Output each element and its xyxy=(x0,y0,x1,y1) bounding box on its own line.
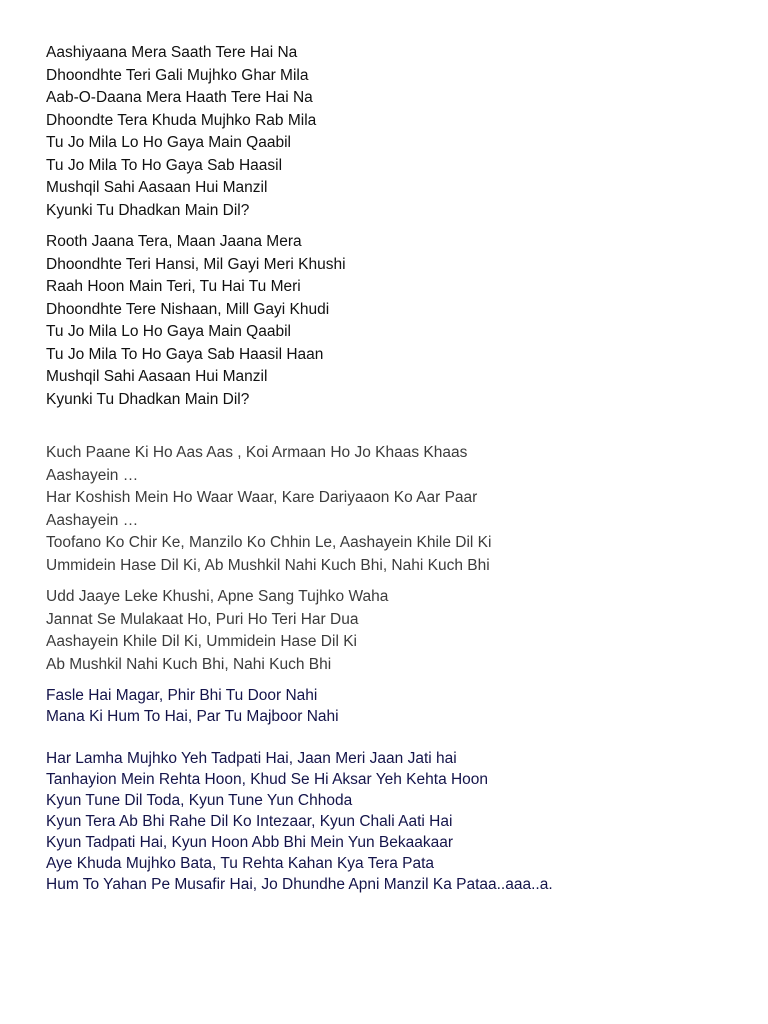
stanza-6 xyxy=(46,748,768,895)
stanza-4 xyxy=(46,586,768,676)
lyric-line: Hum To Yahan Pe Musafir Hai, Jo Dhundhe Apni Manzil Ka Pataa..aaa..a. xyxy=(46,876,553,893)
lyric-line: Tu Jo Mila To Ho Gaya Sab Haasil xyxy=(46,156,283,174)
lyric-line: Aashayein Khile Dil Ki, Ummidein Hase Dil Ki xyxy=(46,633,357,650)
lyric-line: Jannat Se Mulakaat Ho, Puri Ho Teri Har Dua xyxy=(46,610,359,628)
lyric-line: Fasle Hai Magar, Phir Bhi Tu Door Nahi xyxy=(46,687,318,704)
lyric-line: Har Koshish Mein Ho Waar Waar, Kare Dariyaaon Ko Aar Paar xyxy=(46,489,478,506)
lyric-line: Kyun Tune Dil Toda, Kyun Tune Yun Chhoda xyxy=(46,792,353,809)
lyric-line: Raah Hoon Main Teri, Tu Hai Tu Meri xyxy=(46,278,301,295)
lyric-line: Mushqil Sahi Aasaan Hui Manzil xyxy=(46,179,268,196)
lyric-line: Aashayein … xyxy=(46,466,139,484)
stanza-3 xyxy=(46,442,768,577)
lyric-line: Ummidein Hase Dil Ki, Ab Mushkil Nahi Kuch Bhi, Nahi Kuch Bhi xyxy=(46,556,490,574)
lyric-line: Tu Jo Mila Lo Ho Gaya Main Qaabil xyxy=(46,134,291,151)
lyric-line: Toofano Ko Chir Ke, Manzilo Ko Chhin Le, Aashayein Khile Dil Ki xyxy=(46,534,492,551)
lyric-line: Mushqil Sahi Aasaan Hui Manzil xyxy=(46,368,268,385)
lyric-line: Aab-O-Daana Mera Haath Tere Hai Na xyxy=(46,89,313,106)
lyric-line: Dhoondhte Tere Nishaan, Mill Gayi Khudi xyxy=(46,300,330,318)
lyric-line: Tanhayion Mein Rehta Hoon, Khud Se Hi Aksar Yeh Kehta Hoon xyxy=(46,771,489,788)
lyric-line: Kyun Tera Ab Bhi Rahe Dil Ko Intezaar, Kyun Chali Aati Hai xyxy=(46,813,453,830)
lyric-line: Har Lamha Mujhko Yeh Tadpati Hai, Jaan Meri Jaan Jati hai xyxy=(46,750,457,767)
lyric-line: Aashiyaana Mera Saath Tere Hai Na xyxy=(46,44,298,61)
lyric-line: Tu Jo Mila Lo Ho Gaya Main Qaabil xyxy=(46,323,291,340)
lyric-line: Aashayein … xyxy=(46,511,139,529)
lyric-line: Udd Jaaye Leke Khushi, Apne Sang Tujhko Waha xyxy=(46,588,389,605)
lyric-line: Kuch Paane Ki Ho Aas Aas , Koi Armaan Ho Jo Khaas Khaas xyxy=(46,444,468,461)
lyric-line: Mana Ki Hum To Hai, Par Tu Majboor Nahi xyxy=(46,708,339,725)
lyric-line: Aye Khuda Mujhko Bata, Tu Rehta Kahan Kya Tera Pata xyxy=(46,855,435,872)
lyric-line: Rooth Jaana Tera, Maan Jaana Mera xyxy=(46,233,302,250)
stanza-1 xyxy=(46,42,768,222)
lyric-line: Dhoondte Tera Khuda Mujhko Rab Mila xyxy=(46,111,317,129)
lyric-line: Kyun Tadpati Hai, Kyun Hoon Abb Bhi Mein Yun Bekaakaar xyxy=(46,834,454,851)
lyric-line: Tu Jo Mila To Ho Gaya Sab Haasil Haan xyxy=(46,345,324,363)
lyric-line: Ab Mushkil Nahi Kuch Bhi, Nahi Kuch Bhi xyxy=(46,655,332,673)
lyric-line: Kyunki Tu Dhadkan Main Dil? xyxy=(46,201,250,219)
lyric-line: Dhoondhte Teri Hansi, Mil Gayi Meri Khushi xyxy=(46,255,346,273)
stanza-5 xyxy=(46,685,768,727)
lyric-line: Dhoondhte Teri Gali Mujhko Ghar Mila xyxy=(46,66,309,84)
lyric-line: Kyunki Tu Dhadkan Main Dil? xyxy=(46,390,250,408)
stanza-2 xyxy=(46,231,768,411)
